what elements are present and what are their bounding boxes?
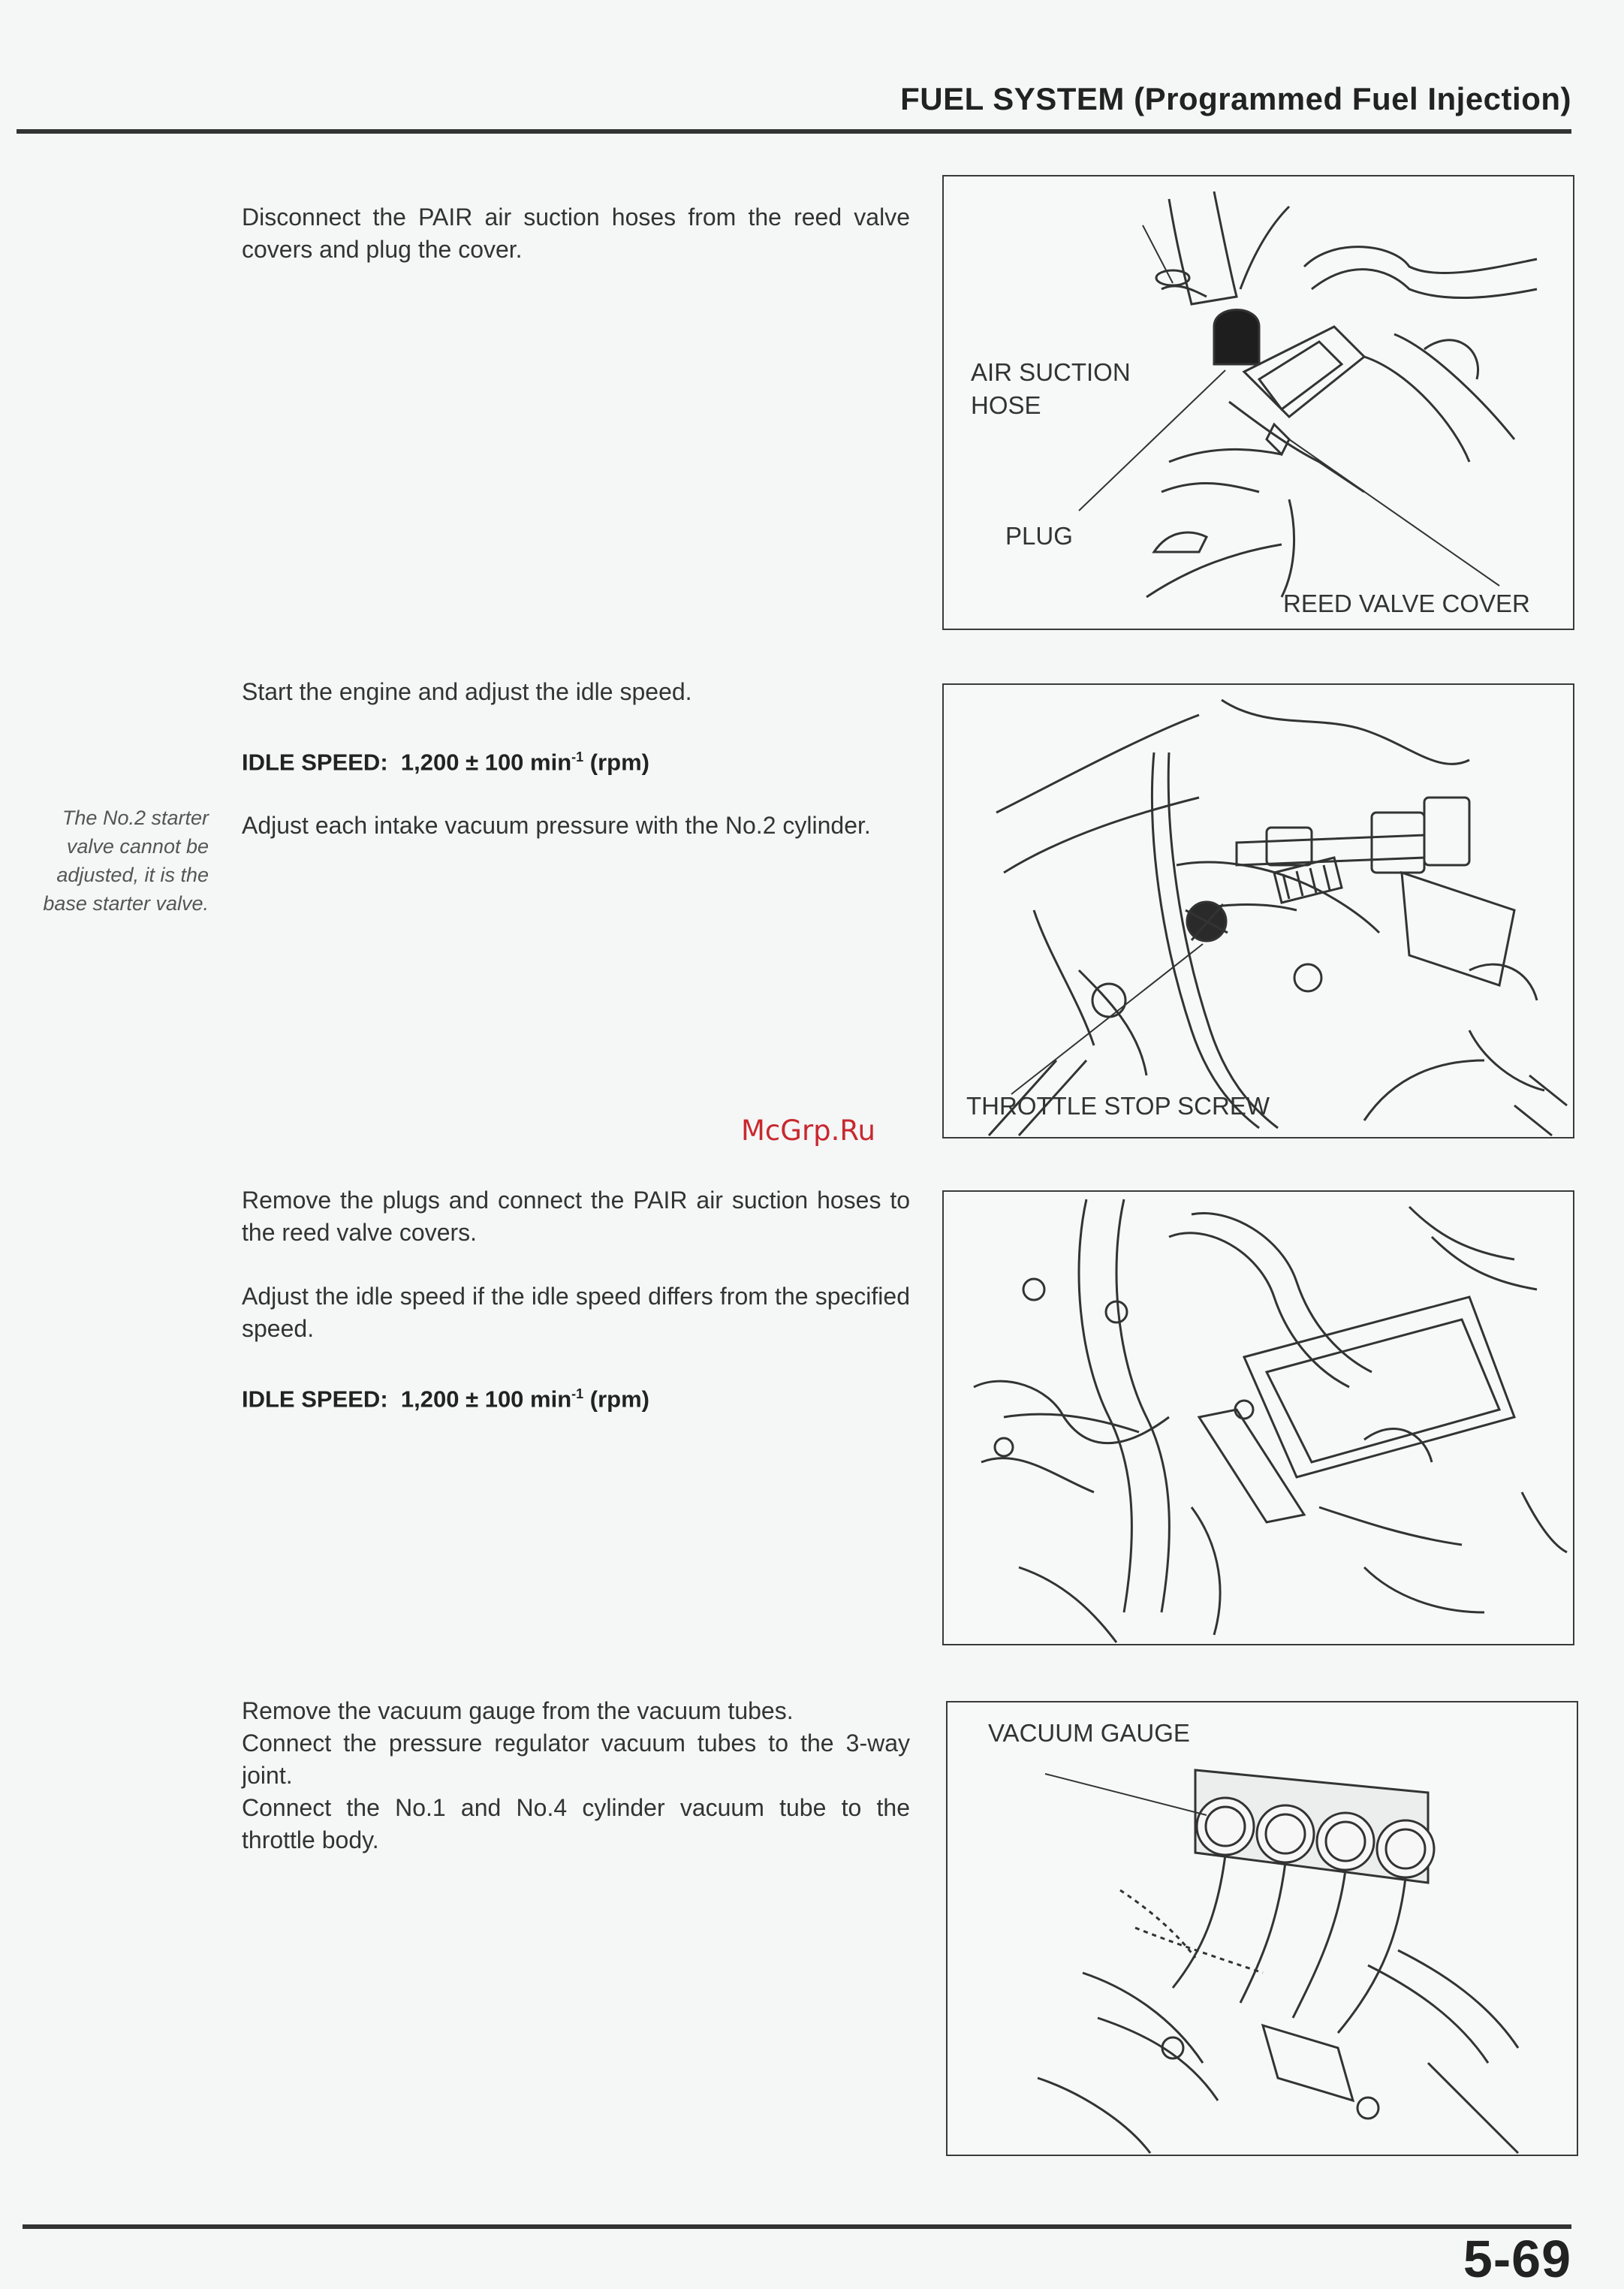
section-2-text: [242, 676, 910, 842]
instruction-paragraph: Disconnect the PAIR air suction hoses from the reed valve covers and plug the cover.: [242, 204, 910, 263]
figure-vacuum-gauge: [946, 1701, 1578, 2156]
figure-air-suction-hose: [942, 175, 1574, 630]
label-air-suction-hose-line1: AIR SUCTION: [971, 358, 1131, 386]
spec-value: 1,200 ± 100 min: [400, 1386, 572, 1413]
idle-speed-spec: [242, 741, 910, 778]
idle-speed-spec: [242, 1378, 910, 1415]
instruction-paragraph: Adjust the idle speed if the idle speed differs from the specified speed.: [242, 1283, 910, 1342]
label-reed-valve-cover: REED VALVE COVER: [1283, 590, 1530, 617]
spec-superscript: -1: [571, 1386, 584, 1401]
spec-value: 1,200 ± 100 min: [400, 749, 572, 776]
instruction-line: Connect the pressure regulator vacuum tubes to the 3-way joint.: [242, 1730, 910, 1789]
illustration-throttle-body: [944, 685, 1573, 1137]
figure-throttle-stop-screw: [942, 683, 1574, 1138]
page-title: FUEL SYSTEM (Programmed Fuel Injection): [900, 81, 1571, 116]
instruction-paragraph: Adjust each intake vacuum pressure with the No.2 cylinder.: [242, 812, 871, 840]
spec-unit: (rpm): [583, 749, 649, 776]
section-1-text: [242, 201, 910, 266]
label-plug: PLUG: [1005, 522, 1073, 550]
illustration-vacuum-gauge: [948, 1702, 1577, 2155]
instruction-paragraph: Start the engine and adjust the idle speed.: [242, 678, 692, 705]
instruction-line: Connect the No.1 and No.4 cylinder vacuum tube to the throttle body.: [242, 1794, 910, 1853]
label-throttle-stop-screw: THROTTLE STOP SCREW: [966, 1092, 1270, 1120]
illustration-engine-hoses: [944, 1192, 1573, 1644]
spec-unit: (rpm): [583, 1386, 649, 1413]
page-number: 5-69: [1463, 2230, 1571, 2288]
label-air-suction-hose-line2: HOSE: [971, 391, 1041, 419]
spec-label: IDLE SPEED:: [242, 749, 388, 776]
label-vacuum-gauge: VACUUM GAUGE: [988, 1719, 1190, 1747]
instruction-paragraph: Remove the plugs and connect the PAIR air suction hoses to the reed valve covers.: [242, 1187, 910, 1246]
spec-label: IDLE SPEED:: [242, 1386, 388, 1413]
figure-hose-connection: [942, 1190, 1574, 1645]
footer-divider: [23, 2224, 1571, 2229]
header-divider: [17, 129, 1571, 134]
watermark: McGrp.Ru: [741, 1114, 875, 1147]
section-3-text: [242, 1184, 910, 1415]
spec-superscript: -1: [571, 749, 584, 765]
side-note: The No.2 starter valve cannot be adjusted, it is the base starter valve.: [43, 807, 209, 915]
section-4-text: [242, 1695, 910, 1856]
instruction-line: Remove the vacuum gauge from the vacuum tubes.: [242, 1697, 794, 1724]
